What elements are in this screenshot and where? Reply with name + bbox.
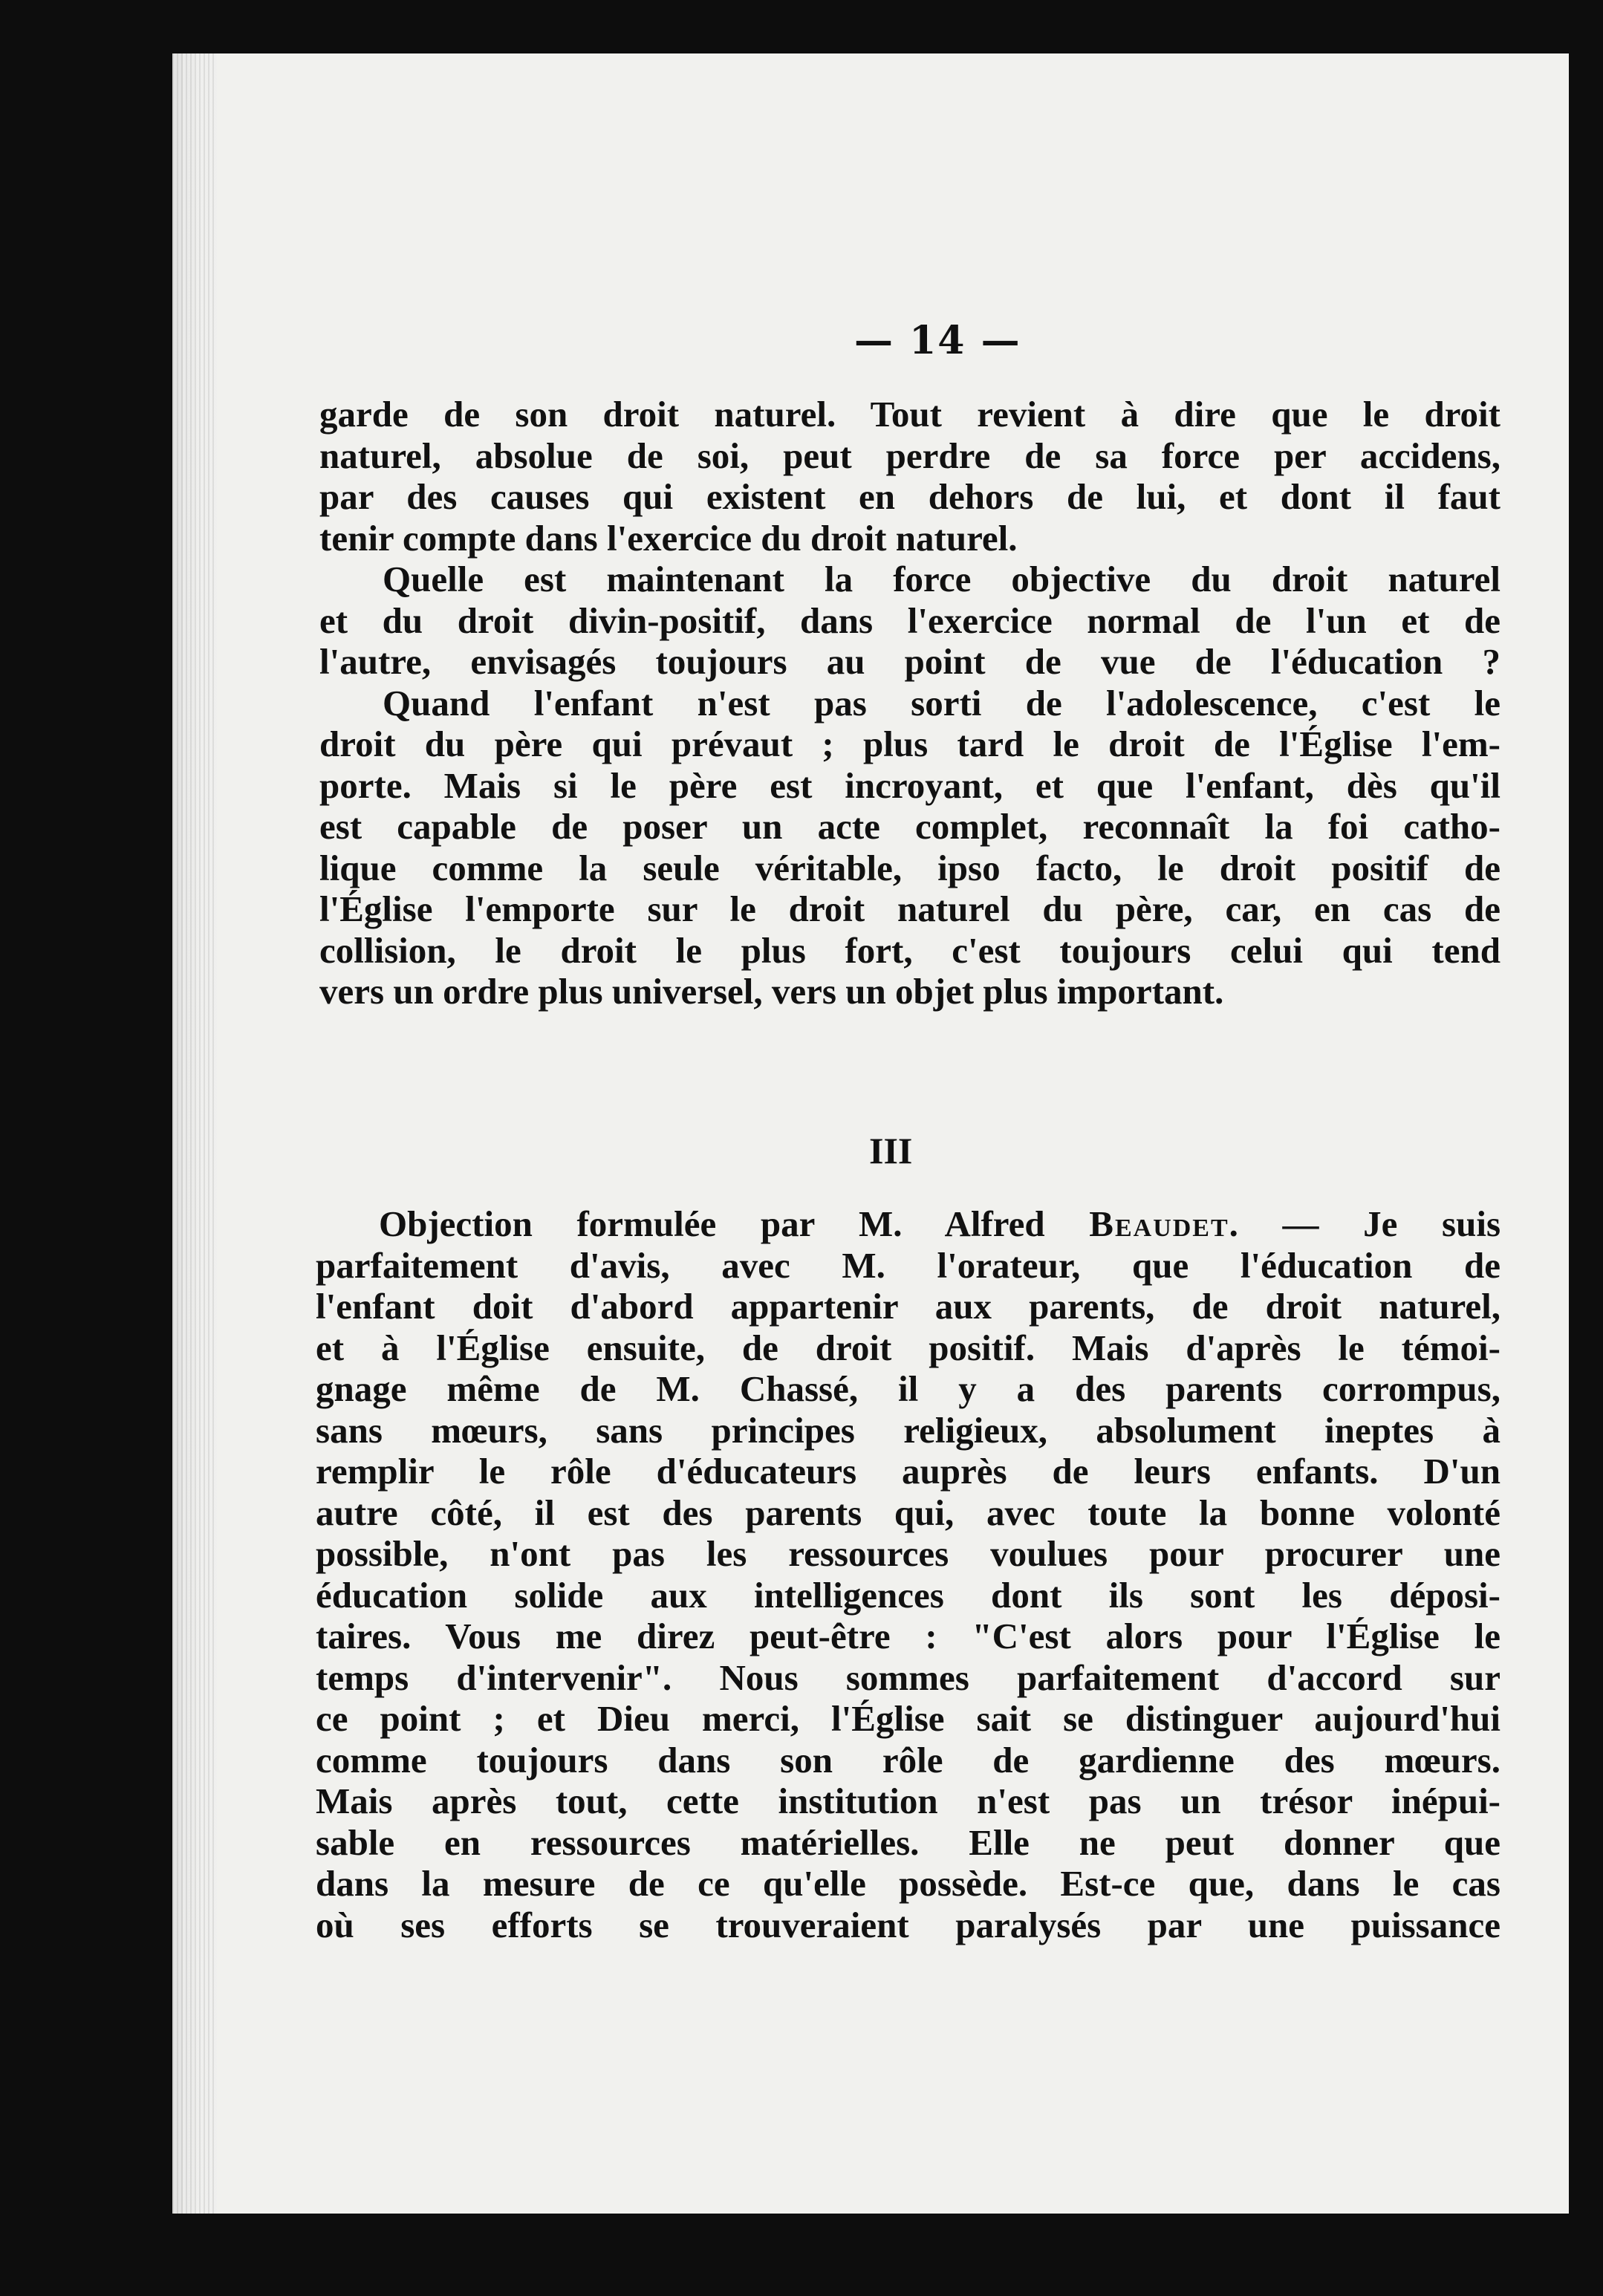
objection-intro: Objection formulée par M. Alfred <box>379 1203 1045 1244</box>
text-line: porte. Mais si le père est incroyant, et que l'enfant, dès qu'il <box>319 764 1500 806</box>
text-block-upper <box>319 394 1500 1012</box>
text-line: sable en ressources matérielles. Elle ne peut donner que <box>316 1821 1500 1863</box>
text-line: l'enfant doit d'abord appartenir aux parents, de droit naturel, <box>316 1286 1500 1327</box>
objection-intro-rest: . — Je suis <box>1229 1203 1501 1244</box>
text-line <box>316 1203 1500 1245</box>
text-line: Mais après tout, cette institution n'est pas un trésor inépui- <box>316 1780 1500 1821</box>
text-line: lique comme la seule véritable, ipso facto, le droit positif de <box>319 847 1500 888</box>
text-line: collision, le droit le plus fort, c'est toujours celui qui tend <box>319 929 1500 971</box>
section-heading: III <box>869 1130 913 1171</box>
text-line: par des causes qui existent en dehors de lui, et dont il faut <box>319 476 1500 517</box>
text-line: comme toujours dans son rôle de gardienne des mœurs. <box>316 1739 1500 1780</box>
text-line: gnage même de M. Chassé, il y a des parents corrompus, <box>316 1368 1500 1409</box>
text-line: dans la mesure de ce qu'elle possède. Est-ce que, dans le cas <box>316 1863 1500 1904</box>
text-block-lower <box>316 1203 1500 1945</box>
text-line: taires. Vous me direz peut-être : "C'est alors pour l'Église le <box>316 1616 1500 1656</box>
text-line: remplir le rôle d'éducateurs auprès de leurs enfants. D'un <box>316 1451 1500 1492</box>
binding-gutter <box>172 53 217 2214</box>
text-line: garde de son droit naturel. Tout revient à dire que le droit <box>319 394 1500 435</box>
text-line: droit du père qui prévaut ; plus tard le droit de l'Église l'em- <box>319 723 1500 764</box>
text-line: et du droit divin-positif, dans l'exercice normal de l'un et de <box>319 599 1500 641</box>
text-line: Quelle est maintenant la force objective du droit naturel <box>383 559 1500 599</box>
text-line: ce point ; et Dieu merci, l'Église sait se distinguer aujourd'hui <box>316 1698 1500 1739</box>
text-line: et à l'Église ensuite, de droit positif. Mais d'après le témoi- <box>316 1327 1500 1368</box>
text-line: Quand l'enfant n'est pas sorti de l'adolescence, c'est le <box>383 682 1500 723</box>
text-line: autre côté, il est des parents qui, avec toute la bonne volonté <box>316 1492 1500 1533</box>
text-line: parfaitement d'avis, avec M. l'orateur, que l'éducation de <box>316 1244 1500 1286</box>
text-line: l'Église l'emporte sur le droit naturel du père, car, en cas de <box>319 888 1500 929</box>
text-line: possible, n'ont pas les ressources voulues pour procurer une <box>316 1533 1500 1574</box>
text-line: sans mœurs, sans principes religieux, absolument ineptes à <box>316 1409 1500 1451</box>
text-line: temps d'intervenir". Nous sommes parfaitement d'accord sur <box>316 1656 1500 1698</box>
text-line: éducation solide aux intelligences dont ils sont les déposi- <box>316 1574 1500 1616</box>
speaker-name: Beaudet <box>1089 1203 1229 1244</box>
text-line: vers un ordre plus universel, vers un objet plus important. <box>319 971 1224 1012</box>
text-line: est capable de poser un acte complet, reconnaît la foi catho- <box>319 806 1500 847</box>
text-line: où ses efforts se trouveraient paralysés par une puissance <box>316 1904 1500 1945</box>
text-line: l'autre, envisagés toujours au point de vue de l'éducation ? <box>319 641 1500 682</box>
page-number: — 14 — <box>854 318 1021 363</box>
text-line: tenir compte dans l'exercice du droit naturel. <box>319 517 1018 559</box>
text-line: naturel, absolue de soi, peut perdre de sa force per accidens, <box>319 435 1500 476</box>
